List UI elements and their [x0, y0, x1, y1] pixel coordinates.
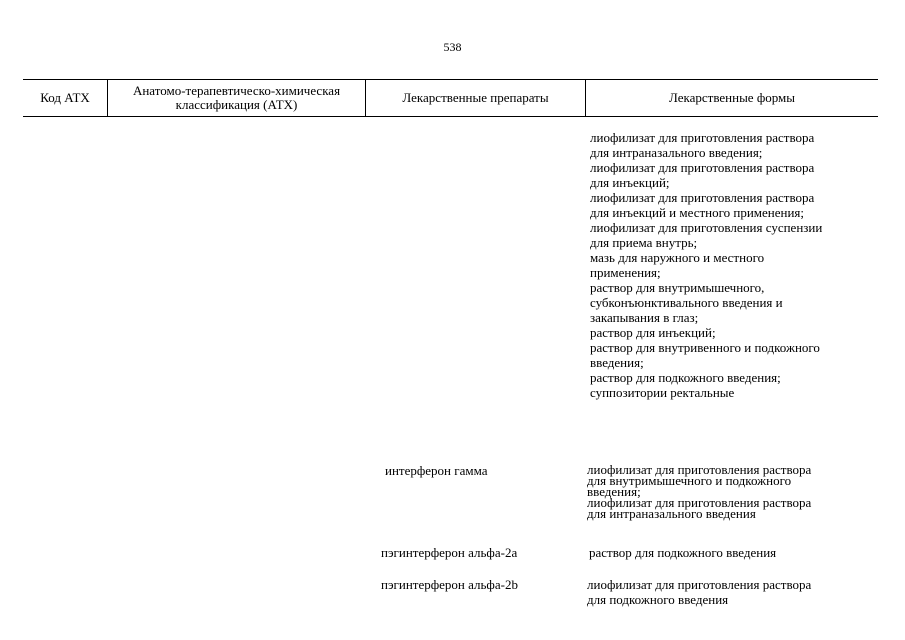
form-line: раствор для подкожного введения [589, 545, 777, 560]
form-line: лиофилизат для приготовления суспензии [590, 220, 823, 235]
drug-name: пэгинтерферон альфа-2b [381, 577, 518, 592]
form-line: лиофилизат для приготовления раствора [587, 577, 812, 592]
table-header [23, 79, 878, 117]
form-line: для интраназального введения [587, 506, 756, 521]
header-atc-code: Код АТХ [23, 80, 108, 116]
form-line: раствор для инъекций; [590, 325, 716, 340]
drug-name: пэгинтерферон альфа-2a [381, 545, 518, 560]
form-line: для подкожного введения [587, 592, 729, 607]
drug-name: интерферон гамма [385, 463, 488, 478]
form-line: применения; [590, 265, 661, 280]
form-line: для инъекций; [590, 175, 670, 190]
form-line: для внутримышечного и подкожного [587, 473, 792, 488]
form-line: раствор для внутривенного и подкожного [590, 340, 820, 355]
form-line: закапывания в глаз; [590, 310, 699, 325]
header-dosage-forms: Лекарственные формы [668, 90, 796, 105]
form-line: для интраназального введения; [590, 145, 763, 160]
form-line: раствор для внутримышечного, [590, 280, 765, 295]
dosage-forms [587, 577, 811, 607]
form-line: лиофилизат для приготовления раствора [590, 130, 815, 145]
continued-dosage-forms [590, 130, 880, 400]
page-number: 538 [443, 40, 462, 54]
form-line: лиофилизат для приготовления раствора [590, 160, 815, 175]
form-line: для инъекций и местного применения; [590, 205, 805, 220]
form-line: лиофилизат для приготовления раствора [587, 462, 812, 477]
form-line: лиофилизат для приготовления раствора [590, 190, 815, 205]
form-line: раствор для подкожного введения; [590, 370, 781, 385]
form-line: лиофилизат для приготовления раствора [587, 495, 812, 510]
form-line: введения; [587, 484, 641, 499]
form-line: мазь для наружного и местного [590, 250, 765, 265]
header-medicinal-products: Лекарственные препараты [366, 80, 586, 116]
header-atc-classification: Анатомо-терапевтическо-химическая классификация (АТХ) [108, 80, 366, 116]
form-line: суппозитории ректальные [590, 385, 735, 400]
form-line: введения; [590, 355, 644, 370]
dosage-forms [587, 464, 811, 519]
form-line: для приема внутрь; [590, 235, 698, 250]
form-line: субконъюнктивального введения и [590, 295, 783, 310]
dosage-forms [589, 545, 776, 560]
